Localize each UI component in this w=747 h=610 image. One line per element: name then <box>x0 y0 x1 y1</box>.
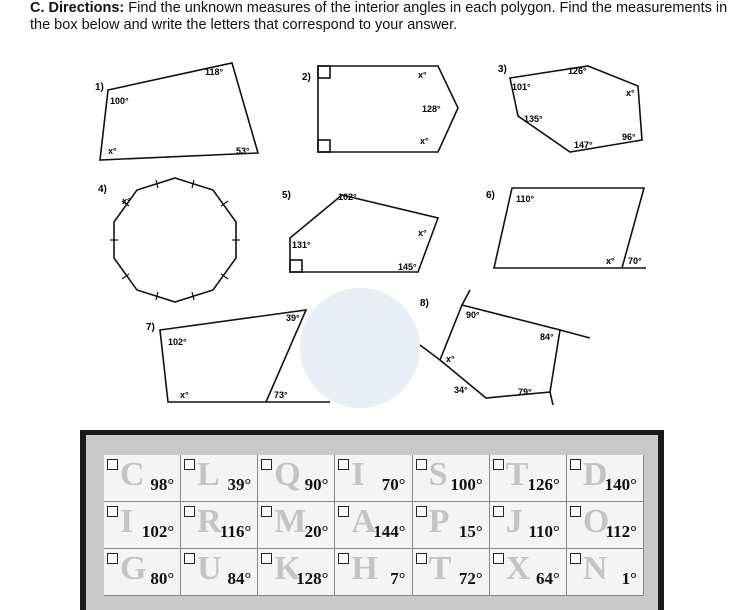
problem-6-number: 6) <box>486 190 495 201</box>
angle-label: x° <box>418 228 427 238</box>
angle-label: 73° <box>274 390 288 400</box>
answer-cell <box>258 455 335 501</box>
answer-value: 102° <box>141 522 175 541</box>
angle-label: 118° <box>205 67 224 77</box>
answer-box <box>80 430 664 610</box>
problem-7-number: 7) <box>146 322 155 333</box>
answer-letter: T <box>505 456 528 493</box>
answer-value: 72° <box>458 569 483 588</box>
answer-cell <box>567 455 644 501</box>
angle-label: 102° <box>168 337 187 347</box>
answer-checkbox[interactable] <box>570 506 581 517</box>
answer-cell <box>335 455 412 501</box>
answer-letter: N <box>582 550 607 587</box>
polygon-5 <box>290 195 438 272</box>
answer-checkbox[interactable] <box>107 553 118 564</box>
answer-cell <box>104 455 181 501</box>
answer-value: 84° <box>227 569 252 588</box>
problem-5-number: 5) <box>282 190 291 201</box>
answer-value: 80° <box>150 569 175 588</box>
answer-cell <box>413 549 490 595</box>
polygon-1 <box>100 63 258 160</box>
angle-label: x° <box>122 196 131 206</box>
answer-cell <box>258 502 335 548</box>
problem-1-number: 1) <box>95 82 104 93</box>
answer-value: 116° <box>219 522 252 541</box>
angle-label: 128° <box>422 104 441 114</box>
answer-cell <box>335 502 412 548</box>
answer-checkbox[interactable] <box>493 506 504 517</box>
answer-checkbox[interactable] <box>107 459 118 470</box>
angle-label: 100° <box>110 96 129 106</box>
answer-value: 70° <box>381 475 406 494</box>
answer-cell <box>258 549 335 595</box>
answer-checkbox[interactable] <box>570 459 581 470</box>
angle-label: 126° <box>568 66 587 76</box>
angle-label: x° <box>626 88 635 98</box>
answer-letter: R <box>197 503 221 540</box>
problem-2-number: 2) <box>302 72 311 83</box>
angle-label: 102° <box>338 192 357 202</box>
answer-letter: K <box>274 550 300 587</box>
answer-value: 144° <box>373 522 406 541</box>
angle-label: x° <box>420 136 429 146</box>
answer-checkbox[interactable] <box>107 506 118 517</box>
answer-letter: H <box>351 550 377 587</box>
angle-label: x° <box>446 354 455 364</box>
answer-checkbox[interactable] <box>261 553 272 564</box>
answer-cell <box>567 549 644 595</box>
angle-label: 53° <box>236 146 250 156</box>
answer-checkbox[interactable] <box>261 459 272 470</box>
answer-checkbox[interactable] <box>261 506 272 517</box>
answer-value: 39° <box>227 475 252 494</box>
answer-letter: M <box>274 503 306 540</box>
answer-value: 100° <box>450 475 483 494</box>
answer-letter: A <box>351 503 375 540</box>
answer-cell <box>181 549 258 595</box>
answer-value: 140° <box>604 475 637 494</box>
answer-value: 7° <box>390 569 406 588</box>
answer-letter: I <box>351 456 364 493</box>
angle-label: 135° <box>524 114 543 124</box>
problem-3-number: 3) <box>498 64 507 75</box>
answer-box-inner <box>86 435 658 610</box>
answer-letter: L <box>197 456 219 493</box>
answer-letter: G <box>120 550 146 587</box>
answer-checkbox[interactable] <box>416 506 427 517</box>
angle-label: 84° <box>540 332 554 342</box>
polygon-7 <box>160 310 306 402</box>
answer-cell <box>490 502 567 548</box>
answer-letter: Q <box>274 456 300 493</box>
angle-label: x° <box>418 70 427 80</box>
angle-label: 90° <box>466 310 480 320</box>
angle-label: 145° <box>398 262 417 272</box>
answer-value: 64° <box>536 569 560 588</box>
answer-letter: C <box>120 456 144 493</box>
answer-row <box>104 455 644 502</box>
angle-label: x° <box>108 146 117 156</box>
answer-checkbox[interactable] <box>493 459 504 470</box>
angle-label: 147° <box>574 140 593 150</box>
answer-value: 98° <box>150 475 175 494</box>
answer-value: 1° <box>621 569 637 588</box>
answer-letter: D <box>582 456 607 493</box>
answer-cell <box>104 502 181 548</box>
angle-label: 39° <box>286 313 300 323</box>
answer-value: 90° <box>304 475 329 494</box>
answer-value: 112° <box>605 522 637 541</box>
answer-value: 110° <box>528 522 560 541</box>
problem-8-number: 8) <box>420 298 429 309</box>
answer-letter: J <box>505 503 522 540</box>
answer-cell <box>104 549 181 595</box>
answer-checkbox[interactable] <box>493 553 504 564</box>
answer-row <box>104 502 644 549</box>
answer-cell <box>181 502 258 548</box>
angle-label: x° <box>180 390 189 400</box>
answer-letter: O <box>582 503 609 540</box>
directions-body: Find the unknown measures of the interior angles in each polygon. Find the measurements in the box below and write the letters that correspond to your answer. <box>30 0 728 33</box>
angle-label: 101° <box>512 82 531 92</box>
angle-label: 96° <box>622 132 636 142</box>
polygon-4 <box>114 178 236 302</box>
answer-value: 20° <box>304 522 329 541</box>
answer-cell <box>490 549 567 595</box>
answer-checkbox[interactable] <box>416 459 427 470</box>
answer-checkbox[interactable] <box>570 553 581 564</box>
answer-letter: S <box>428 456 447 493</box>
answer-letter: X <box>505 550 530 587</box>
angle-label: 79° <box>518 387 532 397</box>
answer-letter: P <box>428 503 449 540</box>
angle-label: x° <box>606 256 615 266</box>
problem-4-number: 4) <box>98 184 107 195</box>
angle-label: 70° <box>628 256 642 266</box>
answer-letter: T <box>428 550 451 587</box>
angle-label: 34° <box>454 385 468 395</box>
answer-checkbox[interactable] <box>338 459 349 470</box>
answer-cell <box>490 455 567 501</box>
answer-cell <box>335 549 412 595</box>
answer-cell <box>181 455 258 501</box>
directions-label: C. Directions: <box>30 0 125 16</box>
answer-letter: I <box>120 503 133 540</box>
answer-cell <box>413 502 490 548</box>
answer-checkbox[interactable] <box>184 459 195 470</box>
answer-value: 15° <box>458 522 483 541</box>
answer-cell <box>413 455 490 501</box>
answer-row <box>104 549 644 596</box>
answer-cell <box>567 502 644 548</box>
answer-value: 126° <box>527 475 560 494</box>
answer-checkbox[interactable] <box>184 553 195 564</box>
answer-checkbox[interactable] <box>338 553 349 564</box>
answer-checkbox[interactable] <box>184 506 195 517</box>
angle-label: 131° <box>292 240 311 250</box>
answer-letter: U <box>197 550 221 587</box>
angle-label: 110° <box>516 194 535 204</box>
answer-value: 128° <box>296 569 329 588</box>
answer-checkbox[interactable] <box>416 553 427 564</box>
answer-grid <box>104 455 644 596</box>
answer-checkbox[interactable] <box>338 506 349 517</box>
